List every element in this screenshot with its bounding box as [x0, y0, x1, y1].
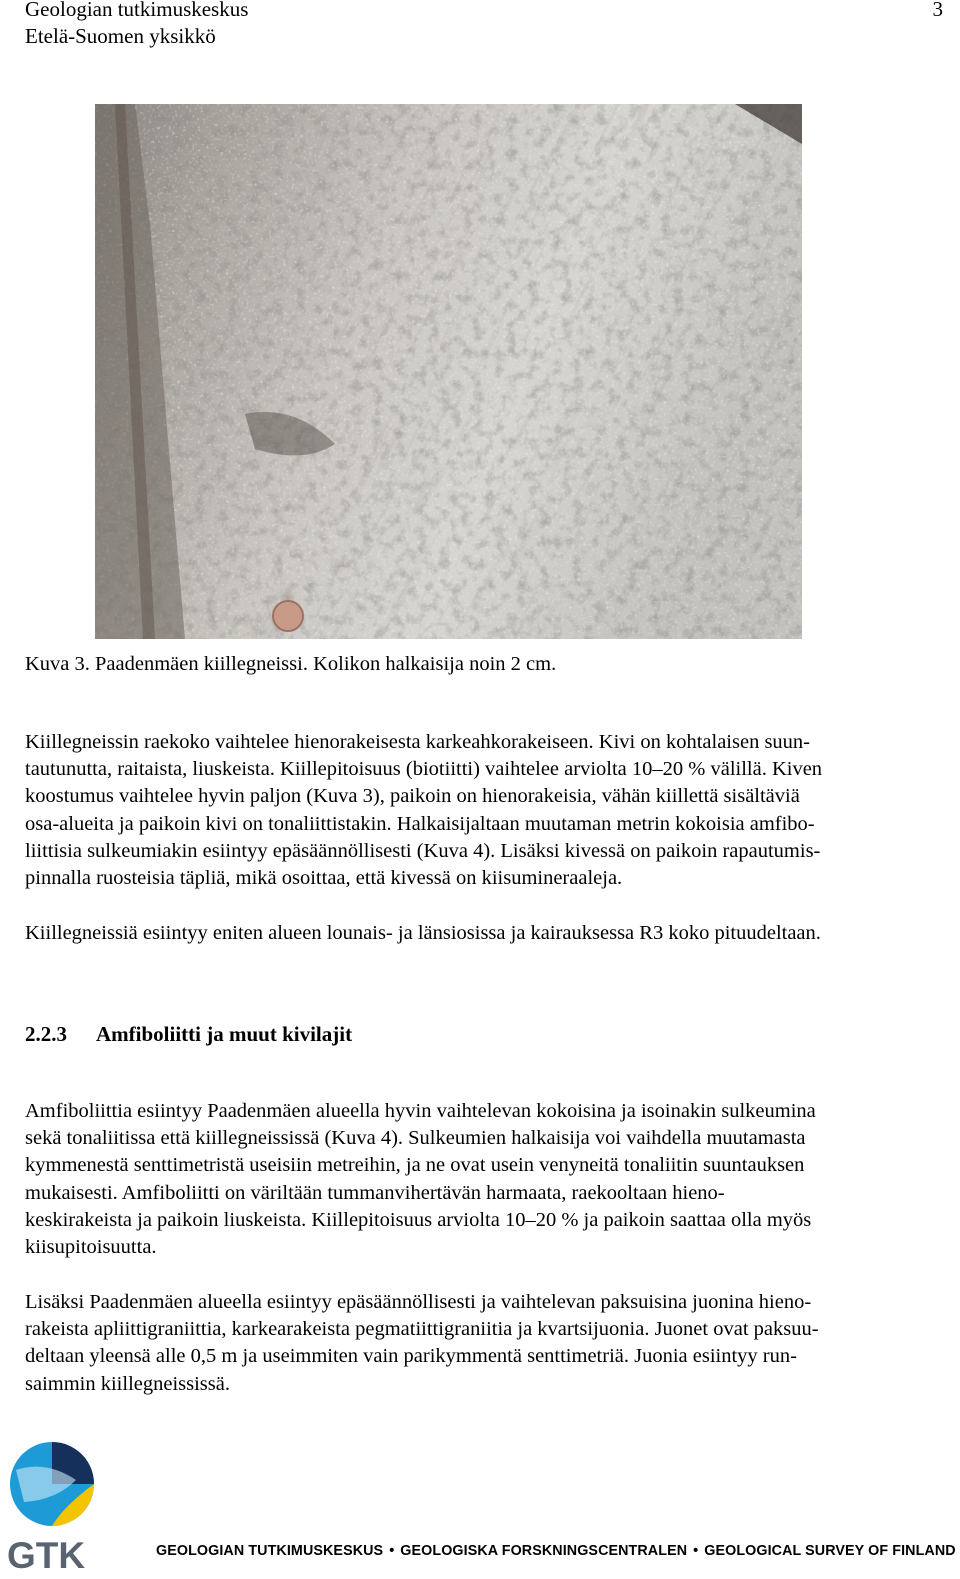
- text-line: Kiillegneissin raekoko vaihtelee hienorakeisesta karkeahkorakeiseen. Kivi on kohtalaisen suun-: [25, 731, 811, 753]
- paragraph-3: [25, 1098, 945, 1261]
- section-title: Amfiboliitti ja muut kivilajit: [96, 1022, 353, 1046]
- paragraph-1: [25, 729, 945, 892]
- text-line: osa-alueita ja paikoin kivi on tonaliittistakin. Halkaisijaltaan muutaman metrin kokoisia amfibo-: [25, 812, 815, 835]
- text-line: rakeista apliittigraniittia, karkearakeista pegmatiittigraniitia ja kvartsijuonia. Juonet ovat paksuu-: [25, 1318, 819, 1341]
- gtk-logo-text: GTK: [7, 1535, 86, 1572]
- paragraph-2: [25, 920, 945, 947]
- text-line: deltaan yleensä alle 0,5 m ja useimmiten vain parikymmentä senttimetriä. Juonia esiintyy run-: [25, 1345, 797, 1368]
- text-line: mukaisesti. Amfiboliitti on väriltään tummanvihertävän harmaata, raekooltaan hieno-: [25, 1181, 725, 1204]
- text-line: liittisia sulkeumiakin esiintyy epäsäännöllisesti (Kuva 4). Lisäksi kivessä on paikoin rapautumis-: [25, 839, 821, 862]
- section-heading: [25, 1020, 352, 1048]
- text-line: tautunutta, raitaista, liuskeista. Kiillepitoisuus (biotiitti) vaihtelee arviolta 10–20 % välillä. Kiven: [25, 758, 823, 781]
- text-line: pinnalla ruosteisia täpliä, mikä osoittaa, että kivessä on kiisumineraaleja.: [25, 867, 623, 890]
- text-line: Kiillegneissiä esiintyy eniten alueen lounais- ja länsiosissa ja kairauksessa R3 koko pituudeltaan.: [25, 922, 821, 944]
- header-unit: Etelä-Suomen yksikkö: [25, 24, 216, 48]
- section-number: 2.2.3: [25, 1022, 67, 1046]
- page-number: 3: [932, 0, 943, 21]
- header-org: Geologian tutkimuskeskus: [25, 0, 249, 21]
- text-line: keskirakeista ja paikoin liuskeista. Kiillepitoisuus arviolta 10–20 % ja paikoin saattaa olla myös: [25, 1208, 812, 1231]
- rock-photo-icon: [95, 104, 802, 639]
- text-line: kymmenestä senttimetristä useisiin metreihin, ja ne ovat usein venyneitä tonaliitin suuntauksen: [25, 1154, 805, 1177]
- paragraph-4: [25, 1289, 945, 1398]
- footer-name-sv: GEOLOGISKA FORSKNINGSCENTRALEN: [400, 1543, 688, 1559]
- footer-name-en: GEOLOGICAL SURVEY OF FINLAND: [704, 1543, 956, 1559]
- footer-name-fi: GEOLOGIAN TUTKIMUSKESKUS: [156, 1543, 384, 1559]
- text-line: koostumus vaihtelee hyvin paljon (Kuva 3), paikoin on hienorakeisia, vähän kiillettä sisältäviä: [25, 785, 800, 808]
- text-line: saimmin kiillegneississä.: [25, 1372, 230, 1395]
- text-line: kiisupitoisuutta.: [25, 1236, 157, 1259]
- text-line: Amfiboliittia esiintyy Paadenmäen alueella hyvin vaihtelevan kokoisina ja isoinakin sulkeumina: [25, 1100, 816, 1122]
- footer-separator: •: [693, 1543, 699, 1559]
- gtk-logo: [6, 1440, 98, 1572]
- rock-photo: [95, 104, 802, 639]
- figure-caption: Kuva 3. Paadenmäen kiillegneissi. Kolikon halkaisija noin 2 cm.: [25, 653, 557, 675]
- footer-separator: •: [389, 1543, 395, 1559]
- footer-organisation-names: [156, 1541, 956, 1561]
- text-line: Lisäksi Paadenmäen alueella esiintyy epäsäännöllisesti ja vaihtelevan paksuisina juonina hieno-: [25, 1291, 812, 1313]
- page-header: [25, 0, 248, 50]
- gtk-globe-icon: [6, 1440, 98, 1572]
- text-line: sekä tonaliitissa että kiillegneississä (Kuva 4). Sulkeumien halkaisija voi vaihdella muutamasta: [25, 1127, 806, 1150]
